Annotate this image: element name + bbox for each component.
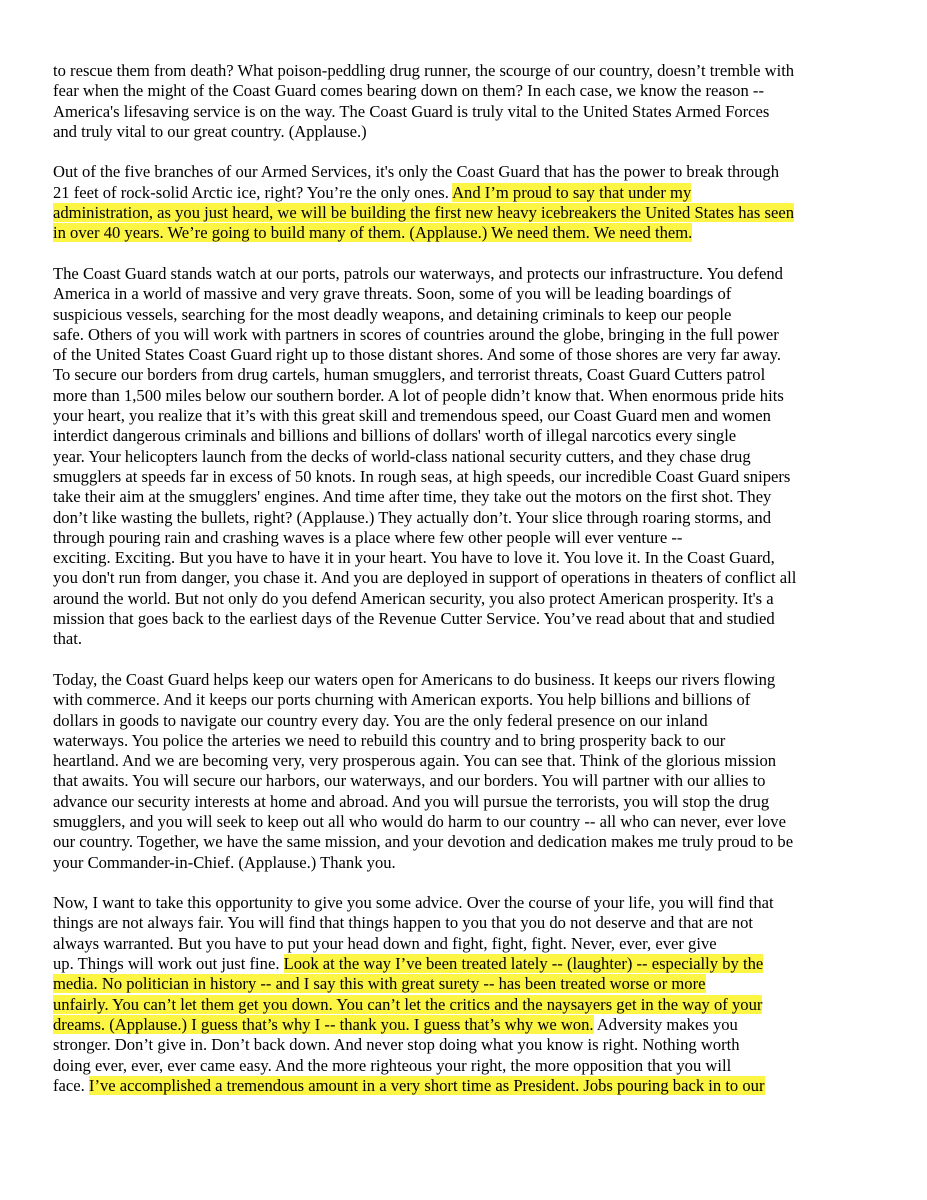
text-line xyxy=(53,751,873,771)
text-segment: take their aim at the smugglers' engines. And time after time, they take out the motors on the first shot. They xyxy=(53,487,772,507)
paragraph xyxy=(53,893,873,1096)
text-segment: dollars in goods to navigate our country every day. You are the only federal presence on our inland xyxy=(53,710,708,730)
text-segment: Out of the five branches of our Armed Services, it's only the Coast Guard that has the power to break through xyxy=(53,162,780,182)
highlighted-text: And I’m proud to say that under my xyxy=(452,182,692,202)
text-segment: advance our security interests at home and abroad. And you will pursue the terrorists, you will stop the drug xyxy=(53,791,770,811)
text-line xyxy=(53,284,873,304)
text-line xyxy=(53,548,873,568)
text-line xyxy=(53,426,873,446)
text-segment: our country. Together, we have the same mission, and your devotion and dedication makes me truly proud to be xyxy=(53,832,794,852)
text-segment: face. xyxy=(53,1075,89,1095)
text-line xyxy=(53,122,873,142)
text-segment: heartland. And we are becoming very, very prosperous again. You can see that. Think of the glorious mission xyxy=(53,751,777,771)
text-segment: 21 feet of rock-solid Arctic ice, right? You’re the only ones. xyxy=(53,182,453,202)
text-line xyxy=(53,853,873,873)
text-segment: up. Things will work out just fine. xyxy=(53,954,284,974)
text-line xyxy=(53,386,873,406)
text-line xyxy=(53,1076,873,1096)
text-line xyxy=(53,934,873,954)
text-line xyxy=(53,102,873,122)
text-line xyxy=(53,406,873,426)
text-segment: always warranted. But you have to put your head down and fight, fight, fight. Never, ever, ever give xyxy=(53,933,717,953)
text-segment: America in a world of massive and very grave threats. Soon, some of you will be leading boardings of xyxy=(53,284,732,304)
text-segment: interdict dangerous criminals and billions and billions of dollars' worth of illegal narcotics every single xyxy=(53,426,737,446)
text-line xyxy=(53,670,873,690)
text-line xyxy=(53,528,873,548)
text-segment: America's lifesaving service is on the way. The Coast Guard is truly vital to the United States Armed Forces xyxy=(53,101,770,121)
text-segment: waterways. You police the arteries we need to rebuild this country and to bring prosperity back to our xyxy=(53,730,726,750)
text-segment: and truly vital to our great country. (Applause.) xyxy=(53,121,367,141)
highlighted-text: I’ve accomplished a tremendous amount in a very short time as President. Jobs pouring back in to our xyxy=(88,1075,765,1095)
text-segment: you don't run from danger, you chase it. And you are deployed in support of operations in theaters of conflict all xyxy=(53,568,797,588)
text-segment: exciting. Exciting. But you have to have it in your heart. You have to love it. You love it. In the Coast Guard, xyxy=(53,548,775,568)
text-segment: more than 1,500 miles below our southern border. A lot of people didn’t know that. When enormous pride hits xyxy=(53,385,784,405)
highlighted-text: media. No politician in history -- and I say this with great surety -- has been treated worse or more xyxy=(53,974,706,994)
highlighted-text: unfairly. You can’t let them get you down. You can’t let the critics and the naysayers get in the way of your xyxy=(53,994,763,1014)
highlighted-text: Look at the way I’ve been treated lately -- (laughter) -- especially by the xyxy=(283,954,764,974)
text-segment: to rescue them from death? What poison-peddling drug runner, the scourge of our country, doesn’t tremble with xyxy=(53,61,795,80)
text-line xyxy=(53,1015,873,1035)
paragraph xyxy=(53,670,873,873)
text-line xyxy=(53,995,873,1015)
text-line xyxy=(53,974,873,994)
text-line xyxy=(53,203,873,223)
text-segment: stronger. Don’t give in. Don’t back down. And never stop doing what you know is right. Nothing worth xyxy=(53,1035,740,1055)
text-segment: Now, I want to take this opportunity to give you some advice. Over the course of your life, you will find that xyxy=(53,893,774,913)
text-line xyxy=(53,183,873,203)
text-segment: around the world. But not only do you defend American security, you also protect American prosperity. It's a xyxy=(53,588,774,608)
text-line xyxy=(53,589,873,609)
text-segment: Adversity makes you xyxy=(593,1014,738,1034)
text-segment: don’t like wasting the bullets, right? (Applause.) They actually don’t. Your slice through roaring storms, and xyxy=(53,507,772,527)
text-line xyxy=(53,162,873,182)
text-line xyxy=(53,954,873,974)
text-line xyxy=(53,609,873,629)
text-line xyxy=(53,711,873,731)
text-line xyxy=(53,345,873,365)
text-line xyxy=(53,1035,873,1055)
text-segment: safe. Others of you will work with partners in scores of countries around the globe, bringing in the full power xyxy=(53,324,779,344)
text-line xyxy=(53,1056,873,1076)
paragraph xyxy=(53,264,873,650)
text-segment: fear when the might of the Coast Guard comes bearing down on them? In each case, we know the reason -- xyxy=(53,81,764,101)
text-line xyxy=(53,61,873,81)
text-line xyxy=(53,913,873,933)
highlighted-text: administration, as you just heard, we will be building the first new heavy icebreakers the United States has seen xyxy=(53,203,794,223)
text-segment: things are not always fair. You will find that things happen to you that you do not deserve and that are not xyxy=(53,913,754,933)
text-line xyxy=(53,771,873,791)
text-line xyxy=(53,487,873,507)
text-segment: smugglers, and you will seek to keep out all who would do harm to our country -- all who can never, ever love xyxy=(53,811,786,831)
paragraph xyxy=(53,162,873,243)
text-line xyxy=(53,264,873,284)
text-segment: that. xyxy=(53,629,83,649)
text-segment: Today, the Coast Guard helps keep our waters open for Americans to do business. It keeps our rivers flowing xyxy=(53,669,776,689)
text-segment: suspicious vessels, searching for the most deadly weapons, and detaining criminals to keep our people xyxy=(53,304,732,324)
text-segment: mission that goes back to the earliest days of the Revenue Cutter Service. You’ve read about that and studied xyxy=(53,609,775,629)
highlighted-text: dreams. (Applause.) I guess that’s why I -- thank you. I guess that’s why we won. xyxy=(53,1014,594,1034)
text-line xyxy=(53,812,873,832)
text-line xyxy=(53,792,873,812)
text-segment: with commerce. And it keeps our ports churning with American exports. You help billions and billions of xyxy=(53,690,751,710)
text-line xyxy=(53,81,873,101)
text-segment: doing ever, ever, ever came easy. And the more righteous your right, the more opposition that you will xyxy=(53,1055,732,1075)
highlighted-text: in over 40 years. We’re going to build many of them. (Applause.) We need them. We need them. xyxy=(53,223,693,243)
text-segment: of the United States Coast Guard right up to those distant shores. And some of those shores are very far away. xyxy=(53,345,781,365)
text-line xyxy=(53,832,873,852)
text-line xyxy=(53,365,873,385)
text-segment: through pouring rain and crashing waves is a place where few other people will ever venture -- xyxy=(53,527,683,547)
text-line xyxy=(53,629,873,649)
text-line xyxy=(53,690,873,710)
paragraph xyxy=(53,61,873,142)
text-line xyxy=(53,467,873,487)
text-segment: To secure our borders from drug cartels, human smugglers, and terrorist threats, Coast Guard Cutters patrol xyxy=(53,365,766,385)
text-line xyxy=(53,223,873,243)
text-line xyxy=(53,325,873,345)
text-line xyxy=(53,447,873,467)
text-segment: smugglers at speeds far in excess of 50 knots. In rough seas, at high speeds, our incredible Coast Guard snipers xyxy=(53,466,791,486)
text-line xyxy=(53,893,873,913)
text-line xyxy=(53,568,873,588)
text-segment: The Coast Guard stands watch at our ports, patrols our waterways, and protects our infrastructure. You defend xyxy=(53,263,783,283)
text-segment: that awaits. You will secure our harbors, our waterways, and our borders. You will partner with our allies to xyxy=(53,771,766,791)
text-segment: your heart, you realize that it’s with this great skill and tremendous speed, our Coast Guard men and women xyxy=(53,406,771,426)
text-line xyxy=(53,731,873,751)
text-segment: your Commander-in-Chief. (Applause.) Thank you. xyxy=(53,852,396,872)
document-page xyxy=(53,61,873,1116)
text-segment: year. Your helicopters launch from the decks of world-class national security cutters, and they chase drug xyxy=(53,446,751,466)
text-line xyxy=(53,305,873,325)
text-line xyxy=(53,508,873,528)
